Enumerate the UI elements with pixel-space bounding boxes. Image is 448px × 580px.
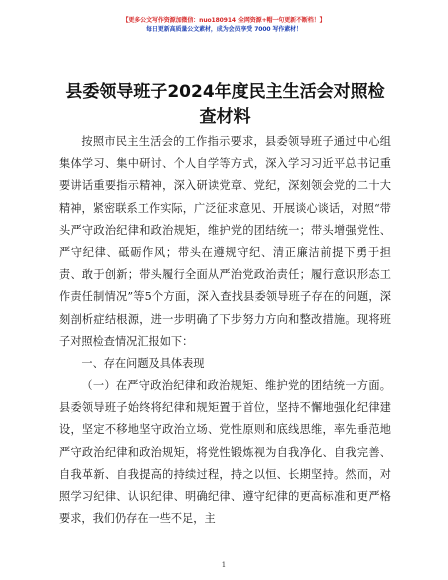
promo-banner-line-2: 每日更新高质量公文素材，成为会员享受 7000 写作素材！ — [146, 26, 302, 33]
page-number: 1 — [221, 561, 227, 569]
intro-paragraph: 按照市民主生活会的工作指示要求，县委领导班子通过中心组集体学习、集中研讨、个人自学等方式，深入学习习近平总书记重要讲话重要指示精神，深入研读党章、党纪，深刻领会党的二十大精神，紧密联系工作实际，广泛征求意见、开展谈心谈话，对照“带头严守政治纪律和政治规矩，维护党的团结统一；带头增强党性、严守纪律、砥砺作风；带头在遵规守纪、清正廉洁前提下勇于担责、敢于创新；带头履行全面从严治党政治责任；履行意识形态工作责任制情况”等5个方面，深入查找县委领导班子存在的问题，深刻剖析症结根源，进一步明确了下步努力方向和整改措施。现将班子对照检查情况汇报如下： — [59, 135, 391, 348]
promo-banner-line-1: 【更多公文写作资源加微信：nuo180914 全网资源+帽一句更新不断档！】 — [122, 17, 326, 24]
section-heading: 一、存在问题及具体表现 — [81, 357, 205, 370]
document-title: 县委领导班子2024年度民主生活会对照检查材料 — [65, 82, 385, 127]
section-paragraph: （一）在严守政治纪律和政治规矩、维护党的团结统一方面。县委领导班子始终将纪律和规矩置于首位，坚持不懈地强化纪律建设，坚定不移地坚守政治立场、党性原则和底线思维，率先垂范地严守政治纪律和政治规矩，将党性锻炼视为自我净化、自我完善、自我革新、自我提高的持续过程，持之以恒、长期坚持。然而，对照学习纪律、认识纪律、明确纪律、遵守纪律的更高标准和更严格要求，我们仍存在一些不足，主 — [59, 379, 391, 526]
